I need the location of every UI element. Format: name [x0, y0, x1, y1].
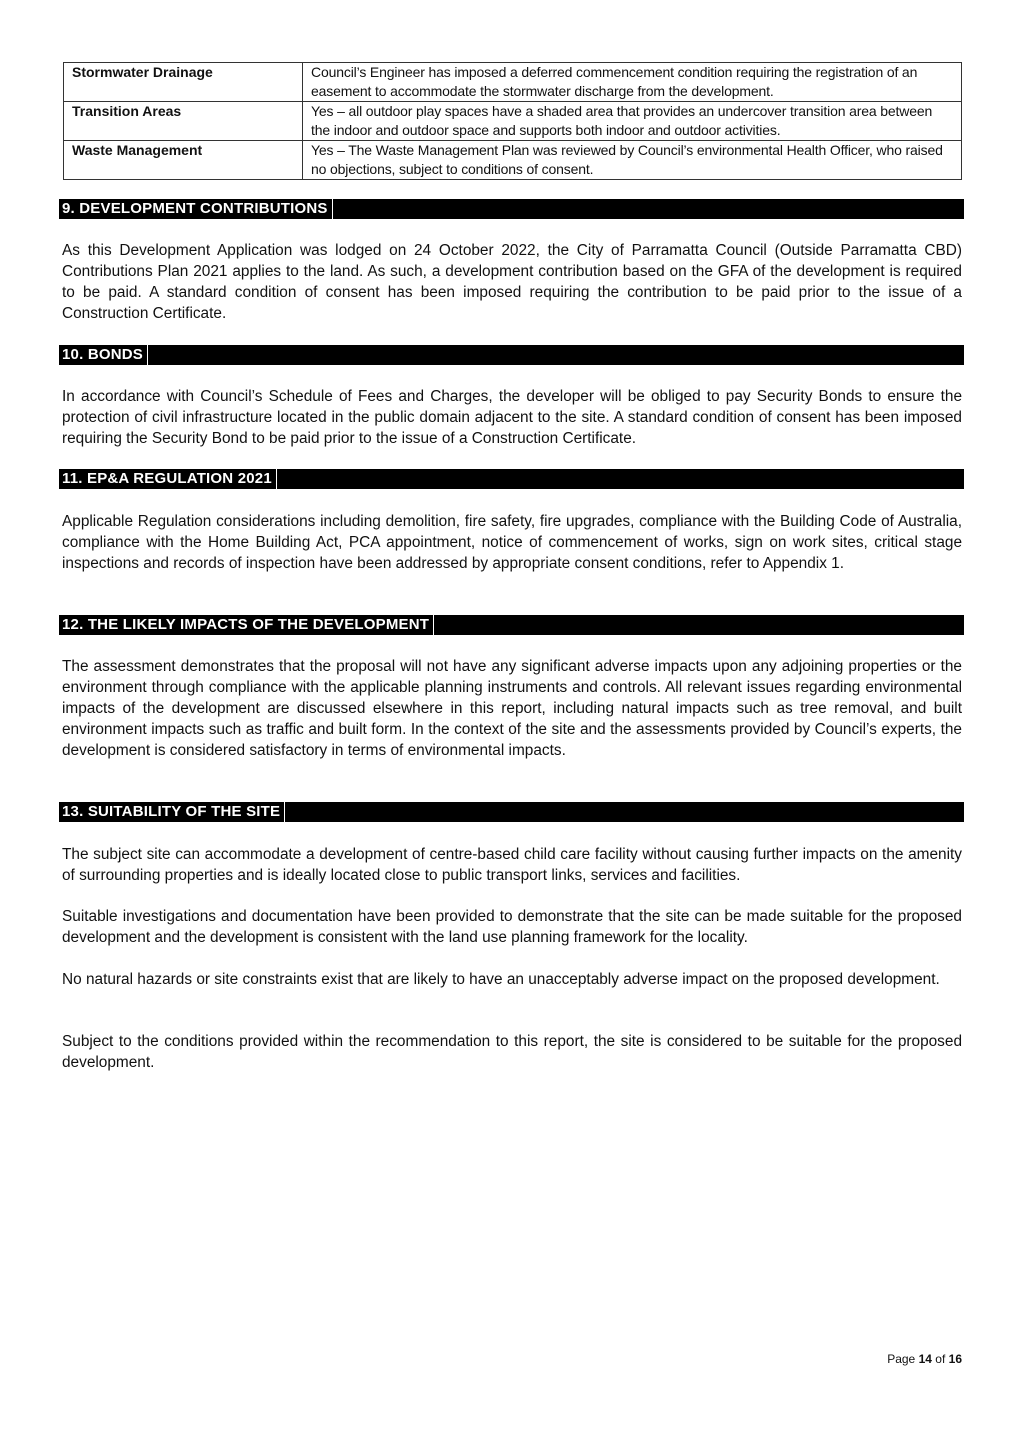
section-heading-bar [59, 345, 964, 365]
section-heading-bar [59, 469, 964, 489]
section-heading-bar [59, 615, 964, 635]
section-heading-bar [59, 802, 964, 822]
row-text: Council’s Engineer has imposed a deferred commencement condition requiring the registration of an easement to accommodate the stormwater discharge from the development. [303, 63, 962, 102]
paragraph: Subject to the conditions provided within the recommendation to this report, the site is considered to be suitable for the proposed development. [62, 1033, 962, 1071]
section-heading: 9. DEVELOPMENT CONTRIBUTIONS [59, 199, 333, 219]
paragraph: Applicable Regulation considerations including demolition, fire safety, fire upgrades, compliance with the Building Code of Australia, compliance with the Home Building Act, PCA appointment, notice of commencement of works, sign on work sites, critical stage inspections and records of inspection have been addressed by appropriate consent conditions, refer to Appendix 1. [62, 513, 962, 572]
page-footer [860, 1352, 962, 1366]
section-heading: 11. EP&A REGULATION 2021 [59, 469, 277, 489]
row-label: Waste Management [64, 141, 303, 180]
page-of-label: of [935, 1352, 946, 1366]
section-heading-bar [59, 199, 964, 219]
paragraph: Suitable investigations and documentation have been provided to demonstrate that the site can be made suitable for the proposed development and the development is consistent with the land use planning framework for the locality. [62, 908, 962, 946]
paragraph: No natural hazards or site constraints exist that are likely to have an unacceptably adverse impact on the proposed development. [62, 971, 940, 988]
criteria-table [63, 62, 962, 180]
section-heading: 10. BONDS [59, 345, 148, 365]
table-row [64, 141, 962, 180]
table-row [64, 63, 962, 102]
paragraph: As this Development Application was lodged on 24 October 2022, the City of Parramatta Council (Outside Parramatta CBD) Contributions Plan 2021 applies to the land. As such, a development contribution based on the GFA of the development is required to be paid. A standard condition of consent has been imposed requiring the contribution to be paid prior to the issue of a Construction Certificate. [62, 242, 962, 322]
paragraph: The assessment demonstrates that the proposal will not have any significant adverse impacts upon any adjoining properties or the environment through compliance with the applicable planning instruments and controls. All relevant issues regarding environmental impacts of the development are discussed elsewhere in this report, including natural impacts such as tree removal, and built environment impacts such as traffic and built form. In the context of the site and the assessments provided by Council’s experts, the development is considered satisfactory in terms of environmental impacts. [62, 658, 962, 759]
section-heading: 12. THE LIKELY IMPACTS OF THE DEVELOPMENT [59, 615, 434, 635]
paragraph: The subject site can accommodate a development of centre-based child care facility without causing further impacts on the amenity of surrounding properties and is ideally located close to public transport links, services and facilities. [62, 846, 962, 884]
row-label: Stormwater Drainage [64, 63, 303, 102]
page-number: 14 [918, 1352, 932, 1366]
row-label: Transition Areas [64, 102, 303, 141]
page-label: Page [887, 1352, 916, 1366]
row-text: Yes – The Waste Management Plan was reviewed by Council’s environmental Health Officer, who raised no objections, subject to conditions of consent. [303, 141, 962, 180]
section-heading: 13. SUITABILITY OF THE SITE [59, 802, 285, 822]
paragraph: In accordance with Council’s Schedule of Fees and Charges, the developer will be obliged to pay Security Bonds to ensure the protection of civil infrastructure located in the public domain adjacent to the site. A standard condition of consent has been imposed requiring the Security Bond to be paid prior to the issue of a Construction Certificate. [62, 388, 962, 447]
table-row [64, 102, 962, 141]
row-text: Yes – all outdoor play spaces have a shaded area that provides an undercover transition area between the indoor and outdoor space and supports both indoor and outdoor activities. [303, 102, 962, 141]
page-total: 16 [948, 1352, 962, 1366]
